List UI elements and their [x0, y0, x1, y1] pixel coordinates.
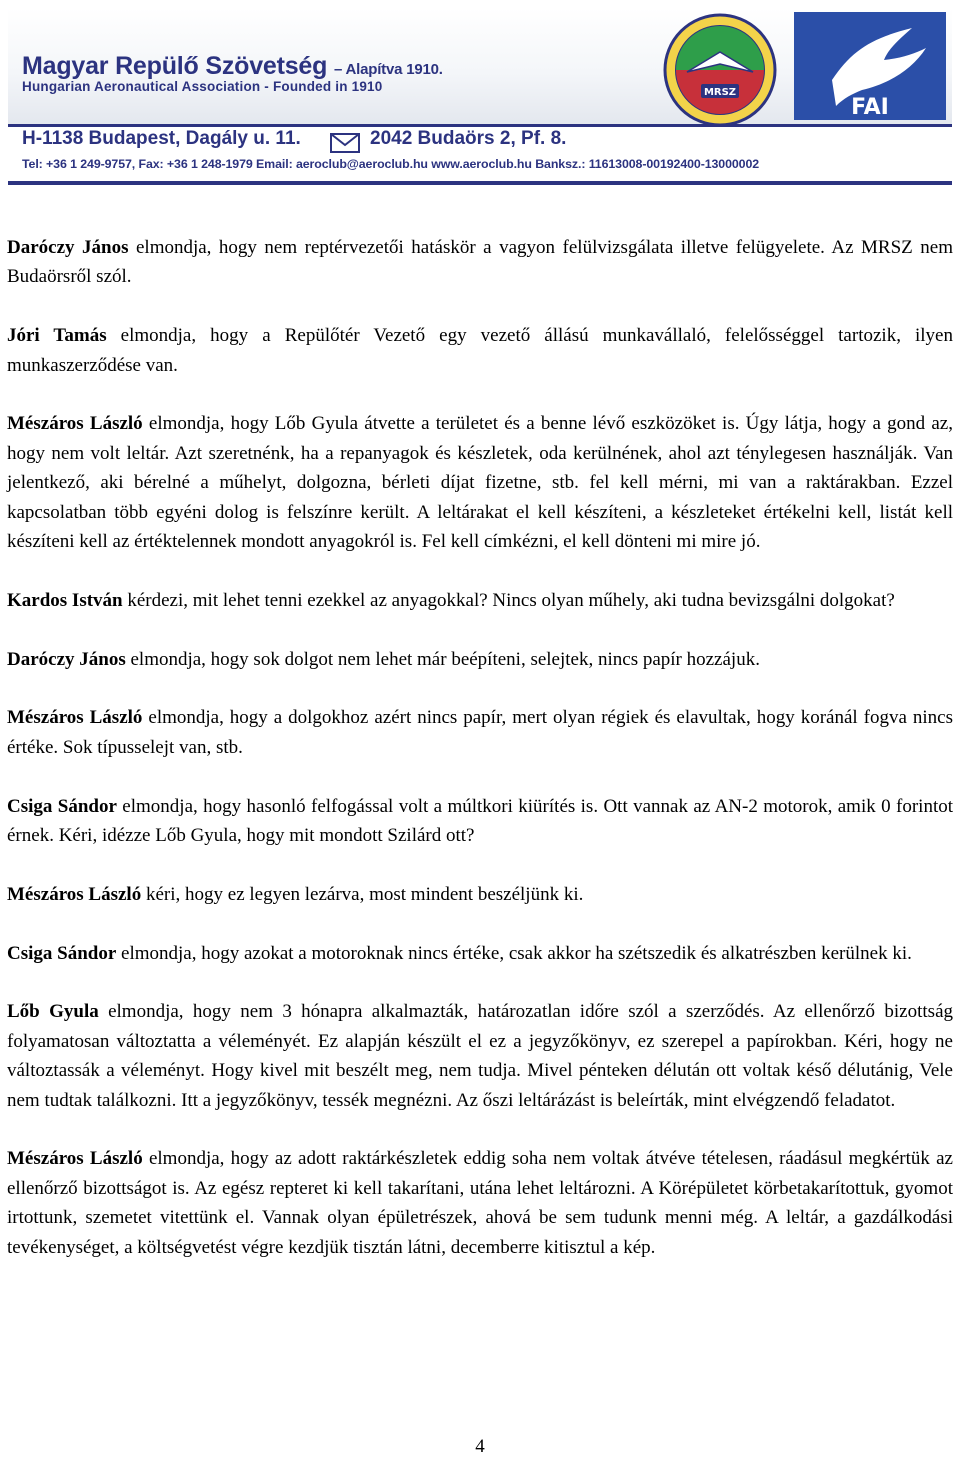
paragraph-text: elmondja, hogy hasonló felfogással volt a múltkori kiürítés is. Ott vannak az AN-2 motorok, amik 0 forintot érnek. Kéri, idézze Lőb Gyula, hogy mit mondott Szilárd ott? — [7, 795, 953, 847]
po-box: 2042 Budaörs 2, Pf. 8. — [370, 128, 567, 149]
letterhead-rule — [8, 124, 952, 127]
paragraph-text: elmondja, hogy a Repülőtér Vezető egy vezető állású munkavállaló, felelősséggel tartozik, ilyen munkaszerződése van. — [7, 325, 953, 376]
envelope-icon — [330, 133, 360, 153]
paragraph-text: elmondja, hogy az adott raktárkészletek eddig soha nem voltak átvéve tételesen, ráadásul megkértük az ellenőrző bizottságot is. Az egész repteret ki kell takarítani, utána lehet leltározni. A Körépületet körbetakarítottuk, gyomot irtottunk, szemetet vitettünk el. Vannak olyan épületrészek, ahová be sem tudunk menni még. A leltár, a gazdálkodási tevékenységet, a költségvetést végre kezdjük tisztán látni, decemberre kitisztul a kép. — [7, 1148, 953, 1258]
paragraph-text: elmondja, hogy Lőb Gyula átvette a területet és a benne lévő eszközöket is. Úgy látja, hogy a gond az, hogy nem volt leltár. Azt szeretnénk, ha a repanyagok és készletek, oda kerülnének, ahol azt ténylegesen használják. Van jelentkező, aki bérelné a műhelyt, dolgozna, bérleti díjat fizetne, stb. fel kell mérni, mi van a raktárakban. Ezzel kapcsolatban több egyéni dolog is felszínre került. A leltárakat el kell készíteni, a készleteket értékelni kell, listát kell készíteni kell az értéktelennek mondott anyagokról is. Fel kell címkézni, el kell dönteni mi mire jó. — [7, 413, 953, 553]
paragraph — [7, 409, 953, 556]
minutes-body — [7, 233, 953, 1291]
speaker-name: Daróczy János — [7, 648, 126, 670]
org-name: Magyar Repülő Szövetség — [22, 52, 328, 80]
speaker-name: Mészáros László — [7, 707, 143, 729]
paragraph — [7, 645, 953, 674]
paragraph-text: kérdezi, mit lehet tenni ezekkel az anyagokkal? Nincs olyan műhely, aki tudna bevizsgálni dolgokat? — [122, 589, 895, 611]
letterhead-bottom-rule — [8, 181, 952, 185]
speaker-name: Jóri Tamás — [7, 325, 107, 347]
contact-line: Tel: +36 1 249-9757, Fax: +36 1 248-1979 Email: aeroclub@aeroclub.hu www.aeroclub.hu Banksz.: 11613008-00192400-13000002 — [22, 157, 760, 171]
paragraph — [7, 703, 953, 762]
fai-eagle-icon — [792, 10, 948, 122]
speaker-name: Mészáros László — [7, 413, 143, 435]
letterhead — [0, 0, 960, 195]
speaker-name: Lőb Gyula — [7, 1001, 99, 1023]
paragraph-text: elmondja, hogy azokat a motoroknak nincs értéke, csak akkor ha szétszedik és alkatrészben kerülnek ki. — [116, 942, 912, 964]
paragraph — [7, 880, 953, 909]
paragraph — [7, 792, 953, 851]
org-title — [22, 52, 443, 81]
org-since: – Alapítva 1910. — [333, 61, 443, 78]
speaker-name: Csiga Sándor — [7, 942, 117, 964]
org-name-en: Hungarian Aeronautical Association - Founded in 1910 — [22, 79, 383, 94]
paragraph — [7, 939, 953, 968]
fai-logo-text: FAI — [851, 95, 889, 120]
mrsz-logo-text: MRSZ — [703, 87, 737, 98]
speaker-name: Csiga Sándor — [7, 795, 117, 817]
paragraph-text: elmondja, hogy sok dolgot nem lehet már beépíteni, selejtek, nincs papír hozzájuk. — [125, 648, 760, 670]
speaker-name: Mészáros László — [7, 883, 142, 905]
paragraph-text: elmondja, hogy a dolgokhoz azért nincs papír, mert olyan régiek és elavultak, hogy koránál fogva nincs értéke. Sok típusselejt van, stb. — [7, 707, 953, 758]
page-number: 4 — [475, 1436, 485, 1457]
speaker-name: Kardos István — [7, 589, 123, 611]
paragraph — [7, 586, 953, 615]
paragraph-text: kéri, hogy ez legyen lezárva, most mindent beszéljünk ki. — [141, 883, 584, 905]
paragraph — [7, 997, 953, 1115]
paragraph — [7, 233, 953, 292]
speaker-name: Mészáros László — [7, 1148, 143, 1170]
paragraph-text: elmondja, hogy nem 3 hónapra alkalmazták, határozatlan időre szól a szerződés. Az ellenőrző bizottság folyamatosan változtatta a véleményét. Ez alapján készült el ez a jegyzőkönyv, ez szerepel a papírokban. Kéri, hogy ne változtassák a véleményt. Hogy kivel mit beszélt meg, nem tudja. Mivel pénteken délután ott voltak késő délutánig, Vele nem tudtak találkozni. Itt a jegyzőkönyv, tessék megnézni. Az őszi leltárázást is beleírták, mint elvégzendő feladatot. — [7, 1001, 954, 1111]
paragraph — [7, 321, 953, 380]
mrsz-emblem-icon — [657, 12, 783, 128]
paragraph — [7, 1144, 953, 1262]
paragraph-text: elmondja, hogy nem reptérvezetői hatáskör a vagyon felülvizsgálata illetve felügyelete. Az MRSZ nem Budaörsről szól. — [7, 237, 953, 288]
speaker-name: Daróczy János — [7, 237, 129, 258]
address: H-1138 Budapest, Dagály u. 11. — [22, 128, 301, 149]
